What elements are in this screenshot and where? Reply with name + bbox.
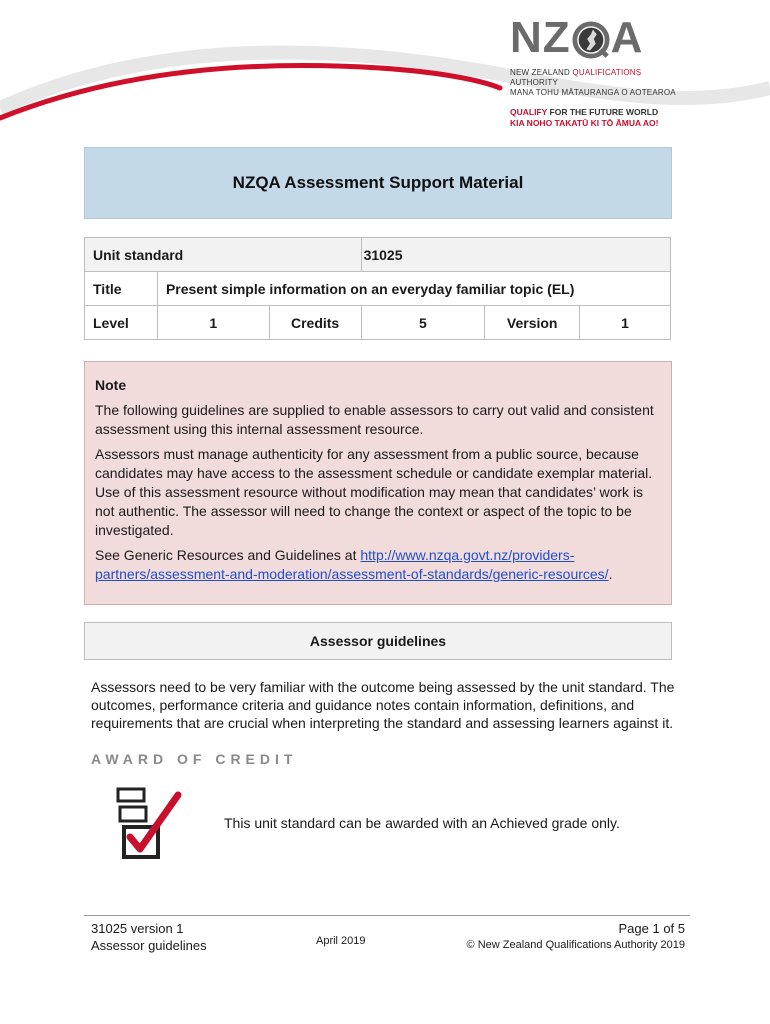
table-row (85, 306, 671, 340)
credits-value: 5 (361, 306, 485, 340)
note-heading: Note (95, 377, 127, 393)
logo-org-part: AUTHORITY (510, 78, 559, 87)
logo-org-maori: MANA TOHU MĀTAURANGA O AOTEAROA (510, 88, 676, 97)
checklist-icon (100, 783, 190, 863)
title-value: Present simple information on an everyday familiar topic (EL) (157, 272, 670, 306)
logo-tagline (510, 107, 680, 118)
globe-icon (572, 21, 610, 59)
logo-org-name (510, 68, 680, 88)
copyright: © New Zealand Qualifications Authority 2019 (466, 939, 685, 951)
table-row (85, 238, 671, 272)
note-paragraph (95, 546, 661, 584)
guidelines-text: Assessors need to be very familiar with the outcome being assessed by the unit standard. The outcomes, performance criteria and guidance notes contain information, definitions, and requirements that are crucial when interpreting the standard and assessing learners against it. (91, 679, 675, 731)
title-banner (84, 147, 672, 219)
unit-standard-value: 31025 (361, 238, 670, 272)
logo-wordmark (510, 14, 680, 62)
level-label: Level (85, 306, 158, 340)
logo-letters-left: NZ (510, 13, 571, 62)
table-row (85, 272, 671, 306)
note-box (84, 361, 672, 605)
title-label: Title (85, 272, 158, 306)
version-value: 1 (580, 306, 671, 340)
unit-info-table (84, 237, 671, 340)
note-link-suffix: . (608, 566, 613, 582)
credits-label: Credits (269, 306, 361, 340)
guidelines-banner (84, 622, 672, 660)
footer-left (91, 920, 207, 954)
page-number: Page 1 of 5 (618, 921, 685, 936)
logo-org-highlight: QUALIFICATIONS (572, 68, 642, 77)
footer-date: April 2019 (316, 935, 366, 947)
unit-standard-label: Unit standard (85, 238, 362, 272)
generic-resources-link[interactable]: http://www.nzqa.govt.nz/providers-partners/assessment-and-moderation/assessment-of-standards/generic-resources/ (95, 547, 609, 582)
logo-org-part: NEW ZEALAND (510, 68, 573, 77)
guidelines-heading: Assessor guidelines (309, 633, 447, 649)
note-paragraph: Assessors must manage authenticity for any assessment from a public source, because candidates may have access to the assessment schedule or candidate exemplar material. Use of this assessment resource without modification may mean that candidates’ work is not authentic. The assessor will need to change the context or aspect of the topic to be investigated. (95, 446, 653, 538)
nzqa-logo (510, 14, 680, 129)
footer-right (467, 920, 685, 954)
version-label: Version (485, 306, 580, 340)
logo-letters-right: A (610, 13, 644, 62)
logo-tagline-part: QUALIFY (510, 107, 550, 117)
note-link-prefix: See Generic Resources and Guidelines at (95, 547, 361, 563)
footer-doc-type: Assessor guidelines (91, 938, 207, 953)
footer-divider (84, 915, 690, 916)
footer-version: 31025 version 1 (91, 921, 184, 936)
level-value: 1 (157, 306, 269, 340)
logo-tagline-maori: KIA NOHO TAKATŪ KI TŌ ĀMUA AO! (510, 118, 659, 128)
logo-tagline-part: FOR THE FUTURE WORLD (549, 107, 659, 117)
note-paragraph: The following guidelines are supplied to enable assessors to carry out valid and consistent assessment using this internal assessment resource. (95, 402, 654, 437)
award-heading: AWARD OF CREDIT (91, 751, 298, 767)
page-title: NZQA Assessment Support Material (232, 173, 524, 192)
award-text: This unit standard can be awarded with an Achieved grade only. (224, 815, 620, 831)
